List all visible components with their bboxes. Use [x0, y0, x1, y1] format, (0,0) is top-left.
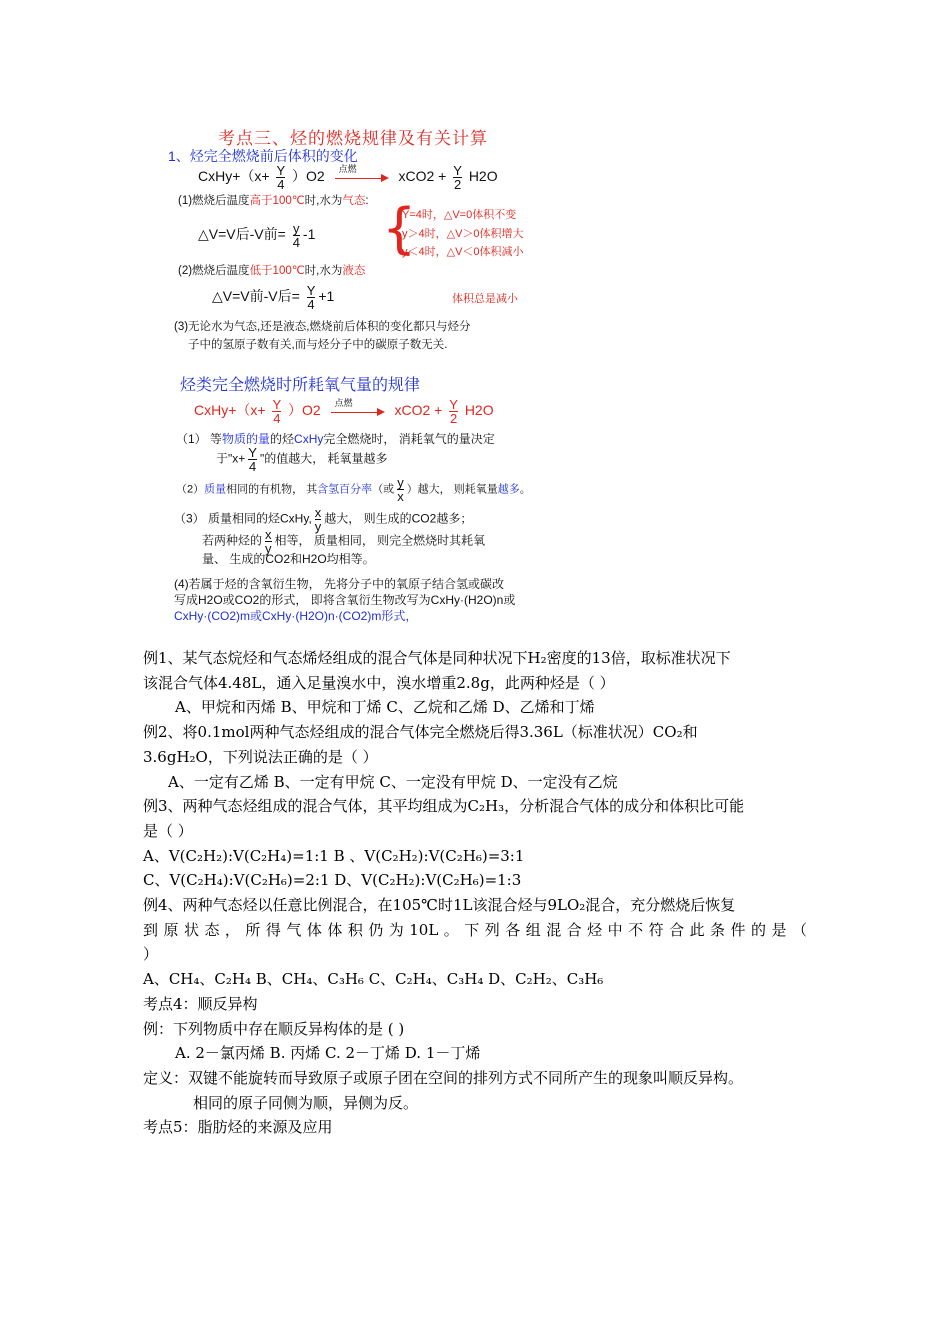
- case1-prefix: (1)燃烧后温度: [178, 195, 250, 207]
- r1-d: CxHy: [294, 432, 324, 446]
- r2-c: 相同的有机物， 其: [226, 483, 318, 496]
- delta-v-formula-1: [198, 222, 315, 249]
- example-3-options-ab: A、V(C₂H₂):V(C₂H₄)=1:1 B 、V(C₂H₂):V(C₂H₆)=3:1: [143, 846, 525, 865]
- example-1-line2: 该混合气体4.48L，通入足量溴水中，溴水增重2.8g，此两种烃是（ ）: [143, 673, 615, 692]
- case3-line2: 子中的氢原子数有关,而与烃分子中的碳原子数无关.: [188, 339, 448, 351]
- eq-frac2-num: Y: [453, 163, 462, 178]
- combustion-equation-1: [198, 164, 498, 191]
- example-1-line1: 例1、某气态烷烃和气态烯烃组成的混合气体是同种状况下H₂密度的13倍，取标准状况下: [143, 649, 731, 667]
- r3-e: 越多；: [436, 511, 473, 526]
- dv1-frac-den: 4: [292, 235, 300, 250]
- example-2-line2: 3.6gH₂O，下列说法正确的是（ ）: [143, 747, 378, 766]
- example-1-options: A、甲烷和丙烯 B、甲烷和丁烯 C、乙烷和乙烯 D、乙烯和丁烯: [175, 698, 595, 717]
- r2-frac-num: y: [397, 475, 404, 490]
- eq-frac-den: 4: [277, 177, 285, 192]
- r2-e: （或: [372, 483, 395, 496]
- eq2-frac2-num: Y: [449, 397, 458, 412]
- document-body: [143, 646, 813, 1140]
- case1-state: 气态: [342, 195, 366, 207]
- case2-temp: 低于100℃: [249, 265, 305, 277]
- eq2-frac-den: 4: [273, 411, 281, 426]
- topic-5-heading: 考点5：脂肪烃的来源及应用: [143, 1118, 333, 1137]
- dv1-formula: △V=V后-V前=: [198, 226, 286, 243]
- r4-line2: 写成H2O或CO2的形式， 即将含氧衍生物改写为CxHy·(H2O)n或: [174, 593, 516, 607]
- slide-image: [160, 118, 780, 630]
- example-4-line3: ）: [143, 945, 159, 964]
- arrow-label-2: 点燃: [334, 397, 353, 408]
- section-1-heading: 1、烃完全燃烧前后体积的变化: [168, 148, 358, 164]
- case1-suffix: :: [365, 195, 369, 207]
- eq-mid: ）O2: [292, 168, 325, 185]
- topic-4-example: 例：下列物质中存在顺反异构体的是 ( ): [143, 1019, 405, 1038]
- r1-l2-a: 于": [216, 451, 233, 466]
- case2-mid: 时,水为: [304, 265, 343, 277]
- r3-l2-frac-den: y: [265, 541, 272, 556]
- r2-a: （2）: [176, 483, 205, 496]
- r1-b: 物质的量: [222, 432, 271, 446]
- dv2-frac-num: Y: [306, 283, 316, 298]
- arrow-label: 点燃: [338, 163, 357, 174]
- eq2-right2: H2O: [464, 402, 494, 419]
- eq-frac-num: Y: [276, 163, 286, 178]
- reaction-arrow-2: [331, 397, 385, 418]
- eq-right1: xCO2 +: [398, 168, 447, 185]
- rule-3-line3: 量、 生成的CO2和H2O均相等。: [202, 552, 375, 566]
- eq2-right1: xCO2 +: [394, 402, 443, 419]
- case-3: [174, 318, 470, 354]
- case3-line1: (3)无论水为气态,还是液态,燃烧前后体积的变化都只与烃分: [174, 321, 471, 333]
- r3-d: CO2: [411, 511, 437, 526]
- brace-item: y＞4时，△V＞0体积增大: [402, 227, 524, 240]
- eq2-frac2-den: 2: [449, 411, 458, 426]
- eq2-mid: ）O2: [288, 402, 321, 419]
- definition-line1: 定义：双键不能旋转而导致原子或原子团在空间的排列方式不同所产生的现象叫顺反异构。: [143, 1068, 744, 1087]
- r1-e: 完全燃烧时， 消耗氧气的量决定: [323, 432, 495, 446]
- dv2-formula: △V=V前-V后=: [212, 288, 300, 305]
- case1-temp: 高于100℃: [249, 195, 305, 207]
- r3-c: 越大， 则生成的: [324, 511, 412, 526]
- r2-g: 越多: [497, 483, 520, 496]
- rule-1-line2: [216, 446, 388, 473]
- brace-icon: {: [382, 197, 417, 260]
- section-2-heading: 烃类完全燃烧时所耗氧气量的规律: [180, 377, 421, 394]
- brace-cases: [402, 206, 524, 262]
- case-2: [178, 262, 365, 278]
- reaction-arrow: [335, 163, 389, 184]
- dv1-frac-num: y: [293, 221, 300, 236]
- r2-h: 。: [519, 483, 531, 496]
- r1-c: 的烃: [270, 432, 295, 446]
- r1-l2-b: x+: [232, 451, 246, 466]
- delta-v-formula-2: [212, 284, 334, 311]
- dv2-tail: +1: [318, 288, 335, 305]
- r1-frac-num: Y: [248, 445, 257, 460]
- brace-item: y＜4时，△V＜0体积减小: [402, 246, 524, 258]
- example-2-options: A、一定有乙烯 B、一定有甲烷 C、一定没有甲烷 D、一定没有乙烷: [168, 772, 618, 791]
- r3-l2-a: 若两种烃的: [202, 533, 263, 548]
- topic-4-heading: 考点4：顺反异构: [143, 994, 258, 1013]
- r3-frac-num: x: [314, 505, 322, 520]
- r2-d: 含氢百分率: [317, 483, 373, 496]
- r3-l2-b: 相等， 质量相同， 则完全燃烧时其耗氧: [274, 533, 486, 548]
- r4-line3: CxHy·(CO2)m或CxHy·(H2O)n·(CO2)m形式，: [174, 609, 418, 623]
- r1-a: （1） 等: [176, 432, 223, 446]
- case2-prefix: (2)燃烧后温度: [178, 265, 250, 277]
- rule-4: [174, 576, 515, 624]
- example-4-options: A、CH₄、C₂H₄ B、CH₄、C₃H₆ C、C₂H₄、C₃H₄ D、C₂H₂、C₃H₆: [143, 970, 604, 989]
- rule-1-line1: [176, 430, 495, 447]
- eq-left: CxHy+（x+: [198, 168, 270, 185]
- r1-l2-c: "的值越大， 耗氧量越多: [259, 451, 388, 466]
- example-3-line2: 是（ ）: [143, 821, 193, 840]
- eq-frac2-den: 2: [453, 177, 462, 192]
- dv2-frac-den: 4: [307, 297, 315, 312]
- brace-item: Y=4时，△V=0体积不变: [402, 209, 517, 221]
- example-2-line1: 例2、将0.1mol两种气态烃组成的混合气体完全燃烧后得3.36L（标准状况）CO₂和: [143, 723, 698, 742]
- definition-line2: 相同的原子同侧为顺，异侧为反。: [193, 1093, 419, 1112]
- example-3-line1: 例3、两种气态烃组成的混合气体，其平均组成为C₂H₃，分析混合气体的成分和体积比可能: [143, 797, 745, 816]
- r1-frac-den: 4: [249, 459, 257, 474]
- eq-right2: H2O: [468, 168, 498, 185]
- example-4-line2: 到原状态，所得气体体积仍为10L。下列各组混合烃中不符合此条件的是（: [143, 920, 807, 939]
- r4-line1: (4)若属于烃的含氧衍生物， 先将分子中的氧原子结合氢或碳改: [174, 577, 505, 591]
- r2-b: 质量: [204, 483, 227, 496]
- dv2-note: 体积总是减小: [452, 293, 518, 305]
- r3-l2-frac-num: x: [265, 527, 272, 542]
- case1-mid: 时,水为: [304, 195, 343, 207]
- combustion-equation-2: [194, 398, 494, 425]
- case2-state: 液态: [342, 265, 366, 277]
- rule-2: [176, 476, 531, 503]
- r2-f: ）越大， 则耗氧量: [406, 483, 498, 496]
- eq2-frac-num: Y: [272, 397, 282, 412]
- r2-frac-den: x: [397, 489, 404, 504]
- r3-a: （3） 质量相同的烃: [174, 511, 281, 526]
- topic-4-options: A. 2－氯丙烯 B. 丙烯 C. 2－丁烯 D. 1－丁烯: [175, 1044, 481, 1063]
- example-4-line1: 例4、两种气态烃以任意比例混合，在105℃时1L该混合烃与9LO₂混合，充分燃烧后恢复: [143, 896, 736, 915]
- example-3-options-cd: C、V(C₂H₄):V(C₂H₆)=2:1 D、V(C₂H₂):V(C₂H₆)=1:3: [143, 871, 522, 890]
- r3-frac-den: y: [314, 519, 322, 534]
- dv1-tail: -1: [302, 226, 316, 243]
- case-1: [178, 192, 369, 208]
- r3-b: CxHy,: [280, 511, 312, 526]
- slide-title: 考点三、烃的燃烧规律及有关计算: [218, 129, 488, 148]
- eq2-left: CxHy+（x+: [194, 402, 266, 419]
